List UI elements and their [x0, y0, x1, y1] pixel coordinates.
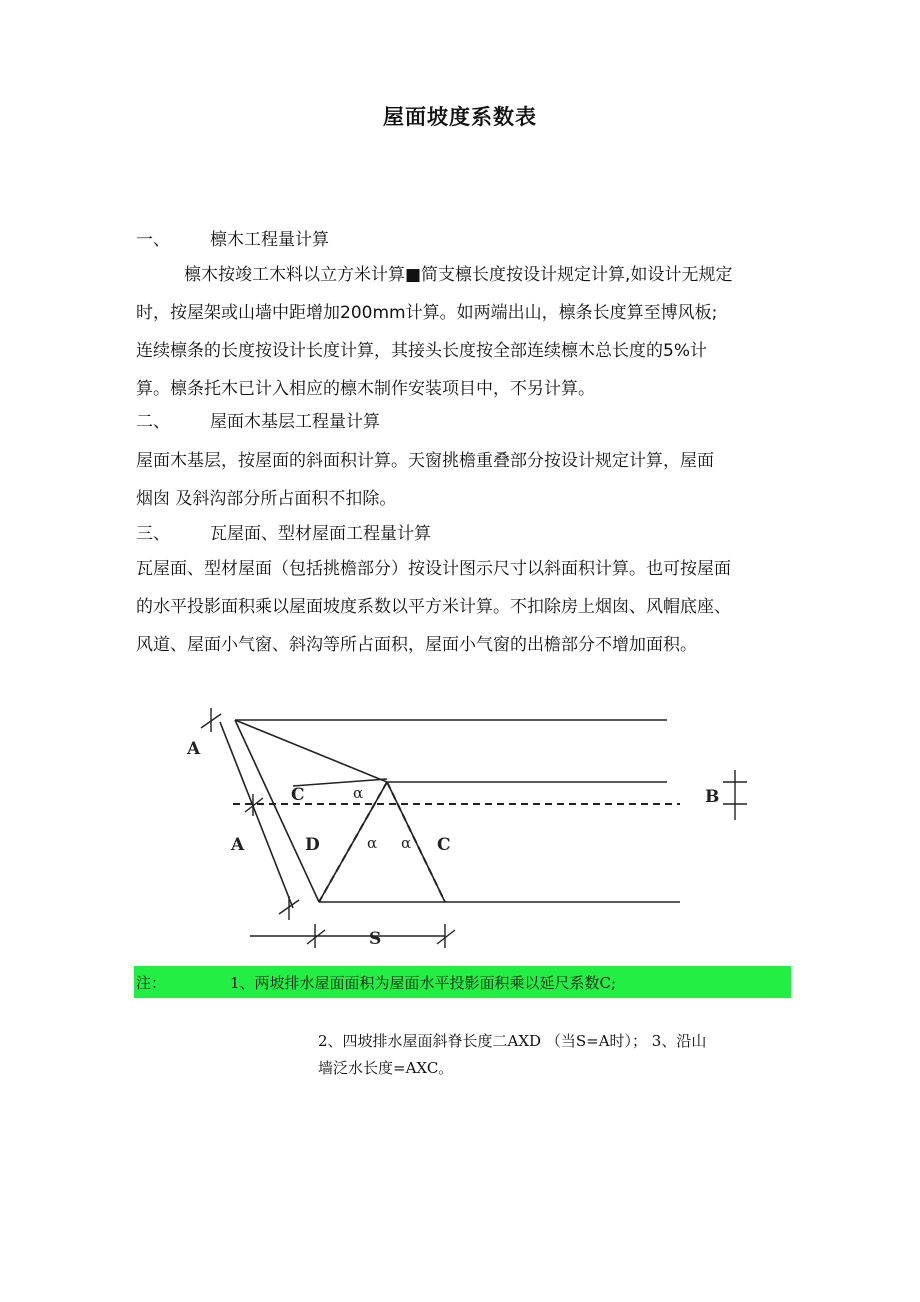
section-3-number: 三、: [136, 524, 170, 544]
hip-line: [235, 720, 387, 782]
note-1: 1、两坡排水屋面面积为屋面水平投影面积乘以延尺系数C;: [230, 974, 617, 992]
section-1-title: 檩木工程量计算: [210, 230, 329, 250]
note-2-line-1: 2、四坡排水屋面斜脊长度二AXD （当S=A时）； 3、沿山: [318, 1032, 707, 1050]
label-a-mid: A: [231, 835, 245, 855]
eave-slope-inner: [235, 720, 319, 902]
section-1-heading: [136, 226, 329, 254]
note-label: 注：: [136, 974, 167, 992]
label-c-left: C: [291, 785, 305, 805]
roof-slope-diagram: [175, 700, 775, 962]
section-3-heading: [136, 520, 431, 548]
section-1-body: [136, 256, 796, 408]
page-title: 屋面坡度系数表: [383, 105, 537, 129]
label-c-right: C: [437, 835, 451, 855]
section-3-body: [136, 550, 796, 664]
paragraph-line: 算。檩条托木已计入相应的檩木制作安装项目中，不另计算。: [136, 379, 595, 399]
c-line: [293, 779, 387, 786]
dimension-ticks: [201, 708, 747, 948]
paragraph-line: 时，按屋架或山墙中距增加200mm计算。如两端出山，檩条长度算至博风板;: [136, 303, 718, 323]
paragraph-line: 连续檩条的长度按设计长度计算，其接头长度按全部连续檩木总长度的5%计: [136, 341, 707, 361]
alpha-top: α: [353, 784, 364, 802]
paragraph-line: 的水平投影面积乘以屋面坡度系数以平方米计算。不扣除房上烟囱、风帽底座、: [136, 597, 731, 617]
alpha-left: α: [367, 834, 378, 852]
paragraph-line: 屋面木基层，按屋面的斜面积计算。天窗挑檐重叠部分按设计规定计算，屋面: [136, 451, 714, 471]
paragraph-line: 风道、屋面小气窗、斜沟等所占面积，屋面小气窗的出檐部分不增加面积。: [136, 635, 697, 655]
paragraph-line: 檩木按竣工木料以立方米计算■简支檩长度按设计规定计算,如设计无规定: [184, 265, 733, 285]
label-b: B: [705, 787, 720, 807]
note-2-line-2: 墙泛水长度=AXC。: [318, 1059, 454, 1077]
section-2-title: 屋面木基层工程量计算: [210, 412, 380, 432]
section-3-title: 瓦屋面、型材屋面工程量计算: [210, 524, 431, 544]
section-2-body: [136, 442, 796, 518]
note-2: [318, 1028, 788, 1082]
note-highlight-bar: [134, 966, 791, 998]
label-s: S: [369, 929, 382, 949]
label-a-top: A: [187, 739, 201, 759]
paragraph-line: 瓦屋面、型材屋面（包括挑檐部分）按设计图示尺寸以斜面积计算。也可按屋面: [136, 559, 731, 579]
section-2-number: 二、: [136, 412, 170, 432]
section-1-number: 一、: [136, 230, 170, 250]
paragraph-line: 烟囱 及斜沟部分所占面积不扣除。: [136, 489, 397, 509]
eave-slope-outer: [220, 722, 293, 908]
section-2-heading: [136, 408, 380, 436]
alpha-right: α: [401, 834, 412, 852]
label-d: D: [305, 835, 320, 855]
